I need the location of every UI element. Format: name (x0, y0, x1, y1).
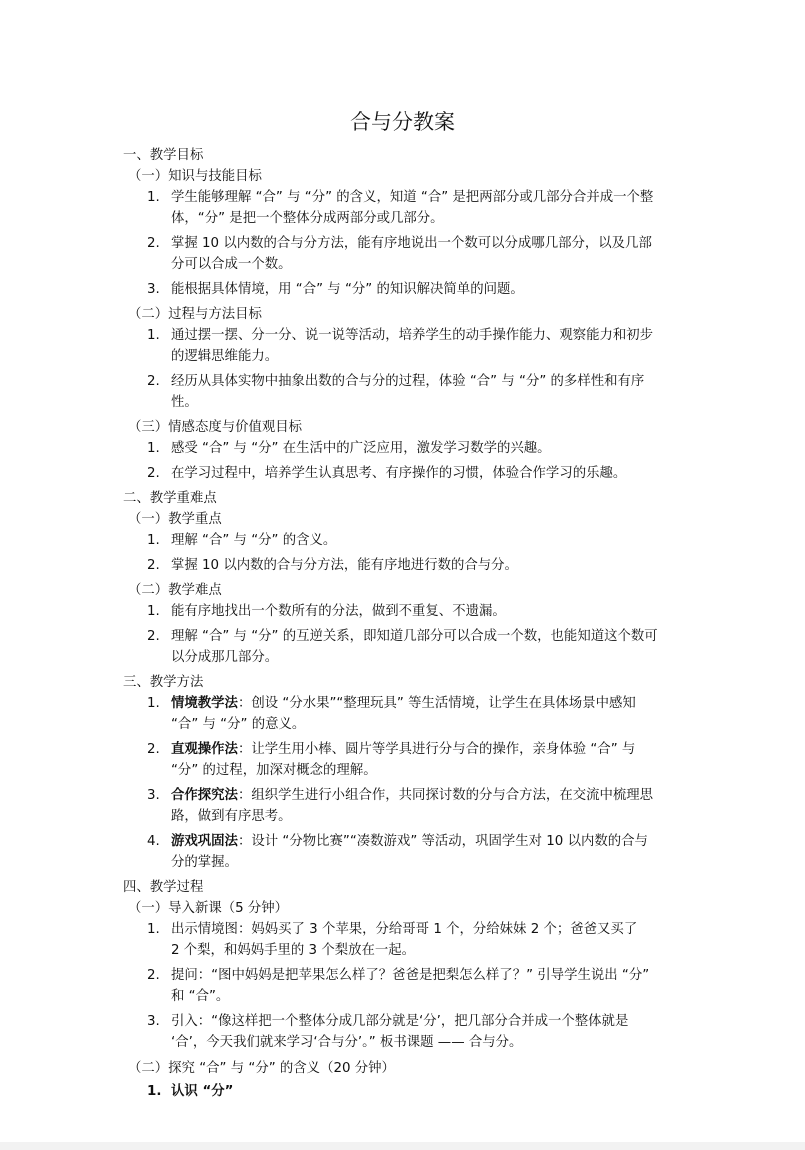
item-number: 2. (147, 629, 160, 644)
item-text: 能根据具体情境，用 “合” 与 “分” 的知识解决简单的问题。 (171, 282, 524, 297)
list-item (0, 626, 686, 668)
item-number: 2. (147, 742, 160, 757)
list-item (0, 739, 686, 781)
item-number: 2. (147, 558, 160, 573)
item-text-cont: “合” 与 “分” 的意义。 (171, 717, 306, 732)
section-heading-key-points: 二、教学重难点 (123, 491, 217, 506)
list-item (0, 965, 686, 1007)
list-item (0, 371, 686, 413)
item-text: 出示情境图：妈妈买了 3 个苹果，分给哥哥 1 个，分给妹妹 2 个；爸爸又买了 (171, 922, 638, 937)
method-description: ：设计 “分物比赛”“凑数游戏” 等活动，巩固学生对 10 以内数的合与 (237, 834, 648, 849)
item-text-cont: 分的掌握。 (171, 855, 238, 870)
item-number: 2. (147, 968, 160, 983)
item-number: 1. (147, 922, 160, 937)
list-item (0, 233, 686, 275)
item-number: 2. (147, 236, 160, 251)
item-text: 在学习过程中，培养学生认真思考、有序操作的习惯，体验合作学习的乐趣。 (171, 466, 627, 481)
item-text (171, 693, 686, 714)
item-text: 提问：“图中妈妈是把苹果怎么样了？爸爸是把梨怎么样了？” 引导学生说出 “分” (171, 968, 650, 983)
item-text-cont: 的逻辑思维能力。 (171, 349, 279, 364)
item-text: 学生能够理解 “合” 与 “分” 的含义，知道 “合” 是把两部分或几部分合并成一个整 (171, 190, 654, 205)
item-number: 3. (147, 282, 160, 297)
list-item (0, 187, 686, 229)
list-item (0, 438, 686, 459)
item-text-cont: 以分成那几部分。 (171, 650, 279, 665)
list-item (0, 1011, 686, 1053)
subsection-heading-focus: （一）教学重点 (128, 512, 222, 527)
subsection-heading-intro: （一）导入新课（5 分钟） (128, 901, 289, 916)
item-text: 掌握 10 以内数的合与分方法，能有序地说出一个数可以分成哪几部分，以及几部 (171, 236, 652, 251)
subsection-heading-knowledge: （一）知识与技能目标 (128, 169, 262, 184)
document-body (0, 145, 805, 1106)
item-text (171, 831, 686, 852)
list-item (0, 530, 686, 551)
item-number: 3. (147, 788, 160, 803)
item-text-cont: “分” 的过程，加深对概念的理解。 (171, 763, 377, 778)
subsection-heading-explore: （二）探究 “合” 与 “分” 的含义（20 分钟） (128, 1061, 395, 1076)
list-item (0, 279, 686, 300)
section-heading-procedure: 四、教学过程 (123, 880, 204, 895)
method-name: 情境教学法 (171, 696, 238, 711)
item-text: 认识 “分” (171, 1084, 234, 1099)
item-text (171, 739, 686, 760)
item-number: 1. (147, 441, 160, 456)
section-heading-objectives: 一、教学目标 (123, 148, 204, 163)
item-text: 理解 “合” 与 “分” 的含义。 (171, 533, 337, 548)
item-text: 通过摆一摆、分一分、说一说等活动，培养学生的动手操作能力、观察能力和初步 (171, 328, 654, 343)
item-text: 经历从具体实物中抽象出数的合与分的过程，体验 “合” 与 “分” 的多样性和有序 (171, 374, 645, 389)
item-number: 1. (147, 1084, 162, 1099)
item-text: 理解 “合” 与 “分” 的互逆关系，即知道几部分可以合成一个数，也能知道这个数可 (171, 629, 658, 644)
item-text-cont: 体，“分” 是把一个整体分成两部分或几部分。 (171, 211, 444, 226)
item-text: 能有序地找出一个数所有的分法，做到不重复、不遗漏。 (171, 604, 506, 619)
method-name: 直观操作法 (171, 742, 238, 757)
list-item (0, 919, 686, 961)
item-number: 1. (147, 190, 160, 205)
item-number: 1. (147, 328, 160, 343)
subsection-heading-process: （二）过程与方法目标 (128, 307, 262, 322)
list-item (0, 785, 686, 827)
item-number: 1. (147, 604, 160, 619)
list-item (0, 1081, 686, 1102)
list-item (0, 693, 686, 735)
item-number: 4. (147, 834, 160, 849)
item-text-cont: 路，做到有序思考。 (171, 809, 292, 824)
method-description: ：组织学生进行小组合作，共同探讨数的分与合方法，在交流中梳理思 (237, 788, 654, 803)
page-title: 合与分教案 (350, 110, 455, 134)
subsection-heading-difficulty: （二）教学难点 (128, 583, 222, 598)
item-number: 2. (147, 374, 160, 389)
method-description: ：创设 “分水果”“整理玩具” 等生活情境，让学生在具体场景中感知 (237, 696, 636, 711)
list-item (0, 831, 686, 873)
item-text (171, 785, 686, 806)
list-item (0, 325, 686, 367)
method-description: ：让学生用小棒、圆片等学具进行分与合的操作，亲身体验 “合” 与 (237, 742, 636, 757)
item-text-cont: 性。 (171, 395, 198, 410)
item-text: 感受 “合” 与 “分” 在生活中的广泛应用，激发学习数学的兴趣。 (171, 441, 551, 456)
item-text-cont: ‘合’，今天我们就来学习‘合与分’。” 板书课题 —— 合与分。 (171, 1035, 523, 1050)
item-text-cont: 和 “合”。 (171, 989, 230, 1004)
method-name: 合作探究法 (171, 788, 238, 803)
list-item (0, 601, 686, 622)
list-item (0, 555, 686, 576)
item-number: 1. (147, 696, 160, 711)
item-number: 3. (147, 1014, 160, 1029)
section-heading-methods: 三、教学方法 (123, 675, 204, 690)
item-number: 1. (147, 533, 160, 548)
item-text: 引入：“像这样把一个整体分成几部分就是‘分’，把几部分合并成一个整体就是 (171, 1014, 629, 1029)
list-item (0, 463, 686, 484)
method-name: 游戏巩固法 (171, 834, 238, 849)
item-text: 掌握 10 以内数的合与分方法，能有序地进行数的合与分。 (171, 558, 518, 573)
item-text-cont: 分可以合成一个数。 (171, 257, 292, 272)
item-number: 2. (147, 466, 160, 481)
subsection-heading-attitude: （三）情感态度与价值观目标 (128, 420, 303, 435)
item-text-cont: 2 个梨，和妈妈手里的 3 个梨放在一起。 (171, 943, 416, 958)
